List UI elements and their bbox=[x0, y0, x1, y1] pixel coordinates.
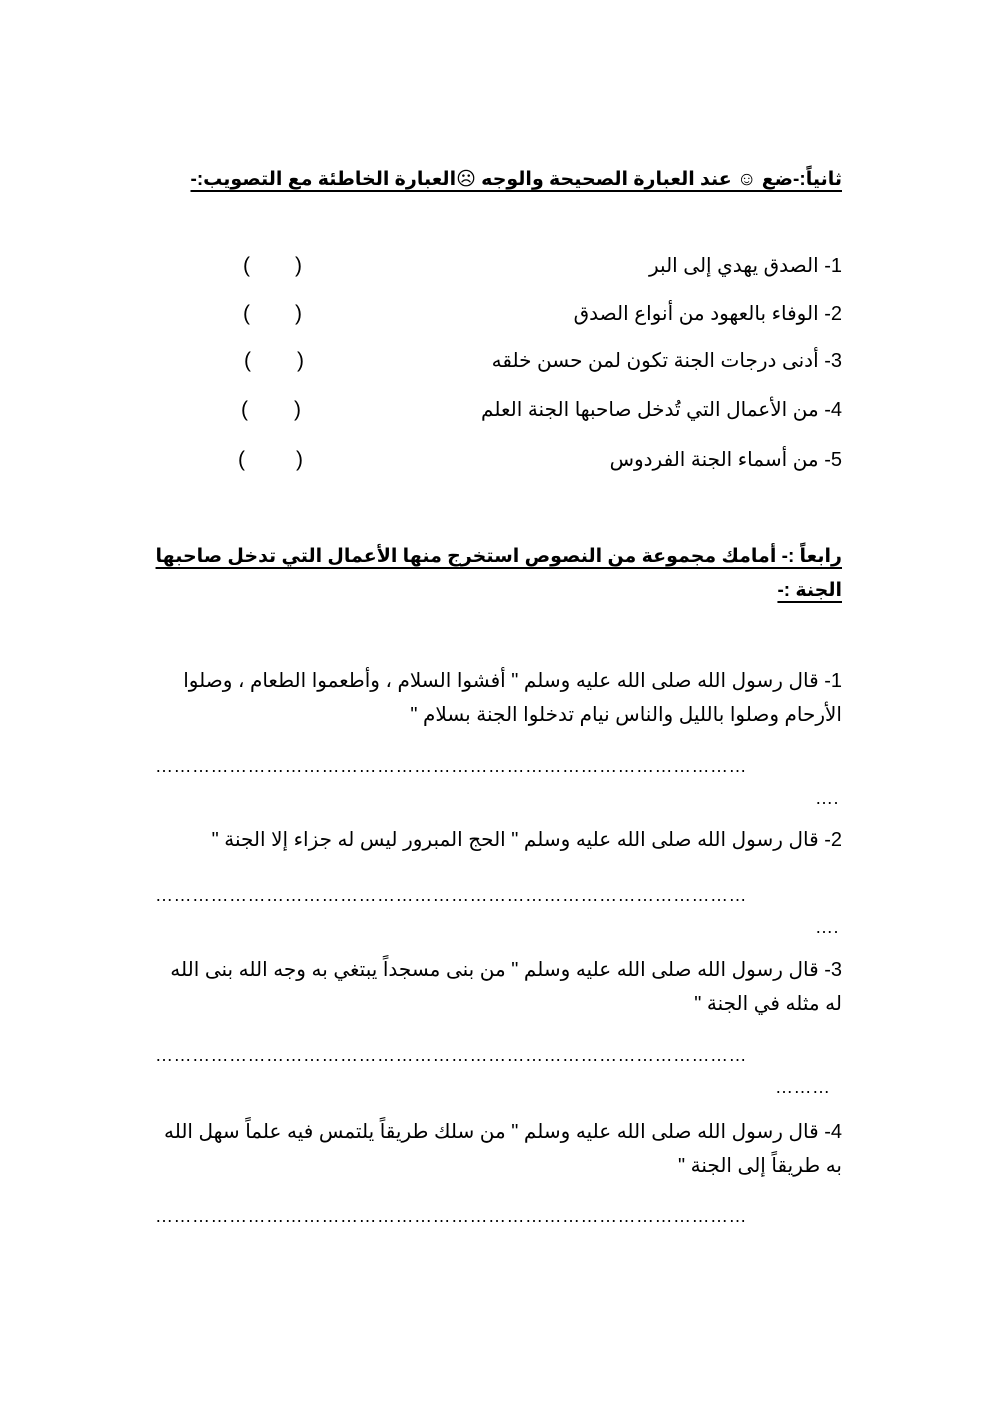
section2-title: ثانياً:-ضع ☺ عند العبارة الصحيحة والوجه ☹العبارة الخاطئة مع التصويب:- bbox=[190, 169, 842, 190]
section4-title: رابعاً :- أمامك مجموعة من النصوص استخرج منها الأعمال التي تدخل صاحبها الجنة :- bbox=[155, 546, 842, 601]
tf-item-5: 5- من أسماء الجنة الفردوس bbox=[609, 449, 842, 471]
answer-dots-3: …………………………………………………………………………………… bbox=[155, 1046, 747, 1064]
tf-item-2: 2- الوفاء بالعهود من أنواع الصدق bbox=[573, 303, 842, 325]
answer-dots-1-tail: …. bbox=[815, 788, 840, 808]
hadith-2: 2- قال رسول الله صلى الله عليه وسلم " الحج المبرور ليس له جزاء إلا الجنة " bbox=[211, 829, 842, 851]
hadith-3: 3- قال رسول الله صلى الله عليه وسلم " من بنى مسجداً يبتغي به وجه الله بنى الله له مثله في الجنة " bbox=[170, 959, 842, 1015]
paren-open-4: ( bbox=[241, 398, 248, 421]
answer-dots-1: …………………………………………………………………………………… bbox=[155, 757, 747, 775]
paren-close-2: ) bbox=[295, 302, 302, 325]
tf-item-3: 3- أدنى درجات الجنة تكون لمن حسن خلقه bbox=[491, 350, 842, 372]
paren-close-1: ) bbox=[295, 254, 302, 277]
paren-open-3: ( bbox=[244, 349, 251, 372]
paren-close-3: ) bbox=[297, 349, 304, 372]
tf-item-1: 1- الصدق يهدي إلى البر bbox=[649, 255, 842, 277]
answer-dots-4: …………………………………………………………………………………… bbox=[155, 1207, 747, 1225]
paren-close-5: ) bbox=[296, 448, 303, 471]
hadith-1: 1- قال رسول الله صلى الله عليه وسلم " أفشوا السلام ، وأطعموا الطعام ، وصلوا الأرحام وصلوا بالليل والناس نيام تدخلوا الجنة بسلام " bbox=[183, 670, 842, 726]
answer-dots-2-tail: …. bbox=[815, 917, 840, 937]
answer-dots-3-tail: ……… bbox=[775, 1077, 831, 1097]
paren-close-4: ) bbox=[294, 398, 301, 421]
paren-open-1: ( bbox=[243, 254, 250, 277]
hadith-4: 4- قال رسول الله صلى الله عليه وسلم " من سلك طريقاً يلتمس فيه علماً سهل الله به طريقاً إلى الجنة " bbox=[163, 1121, 842, 1177]
answer-dots-2: …………………………………………………………………………………… bbox=[155, 886, 747, 904]
paren-open-2: ( bbox=[243, 302, 250, 325]
tf-item-4: 4- من الأعمال التي تُدخل صاحبها الجنة العلم bbox=[481, 399, 842, 421]
paren-open-5: ( bbox=[238, 448, 245, 471]
